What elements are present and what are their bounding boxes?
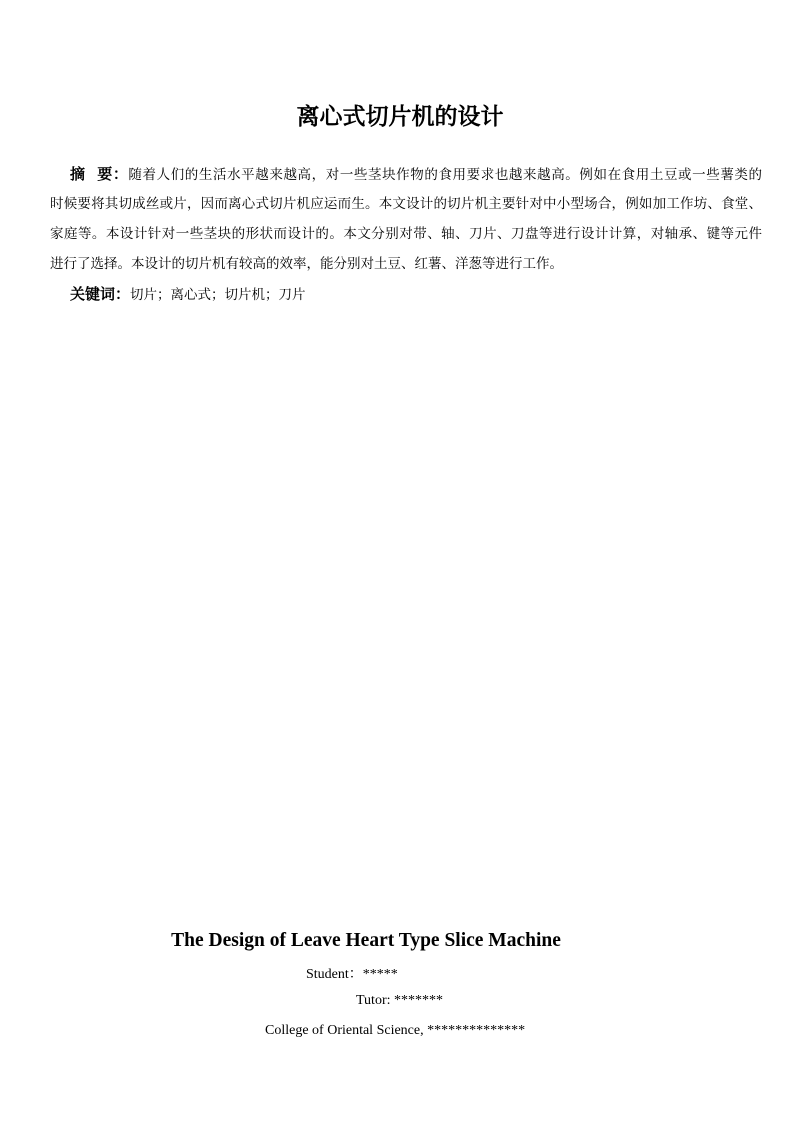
abstract-text: 随着人们的生活水平越来越高，对一些茎块作物的食用要求也越来越高。例如在食用土豆或一些薯类的 <box>128 167 763 183</box>
tutor-label: Tutor: <box>356 993 395 1008</box>
abstract-line-2: 时候要将其切成丝或片，因而离心式切片机应运而生。本文设计的切片机主要针对中小型场合，例如加工作坊、食堂、 <box>50 196 762 212</box>
keywords-line <box>70 284 782 305</box>
college-line <box>265 1023 525 1039</box>
student-line <box>306 963 398 983</box>
abstract-label: 摘 要： <box>70 165 129 183</box>
college-value: ************** <box>427 1023 526 1038</box>
abstract-line-1 <box>70 164 762 185</box>
college-label: College of Oriental Science, <box>265 1023 428 1038</box>
keywords-label: 关键词： <box>70 285 131 303</box>
tutor-line <box>356 993 443 1009</box>
student-value: ***** <box>362 967 398 982</box>
tutor-value: ******* <box>394 993 444 1008</box>
abstract-line-4: 进行了选择。本设计的切片机有较高的效率，能分别对土豆、红薯、洋葱等进行工作。 <box>50 256 563 272</box>
page-title: 离心式切片机的设计 <box>296 104 504 130</box>
keywords-value: 切片；离心式；切片机；刀片 <box>130 287 306 303</box>
abstract-line-3: 家庭等。本设计针对一些茎块的形状而设计的。本文分别对带、轴、刀片、刀盘等进行设计计算，对轴承、键等元件 <box>50 226 762 242</box>
student-label: Student： <box>306 967 363 982</box>
english-title: The Design of Leave Heart Type Slice Machine <box>171 930 561 951</box>
